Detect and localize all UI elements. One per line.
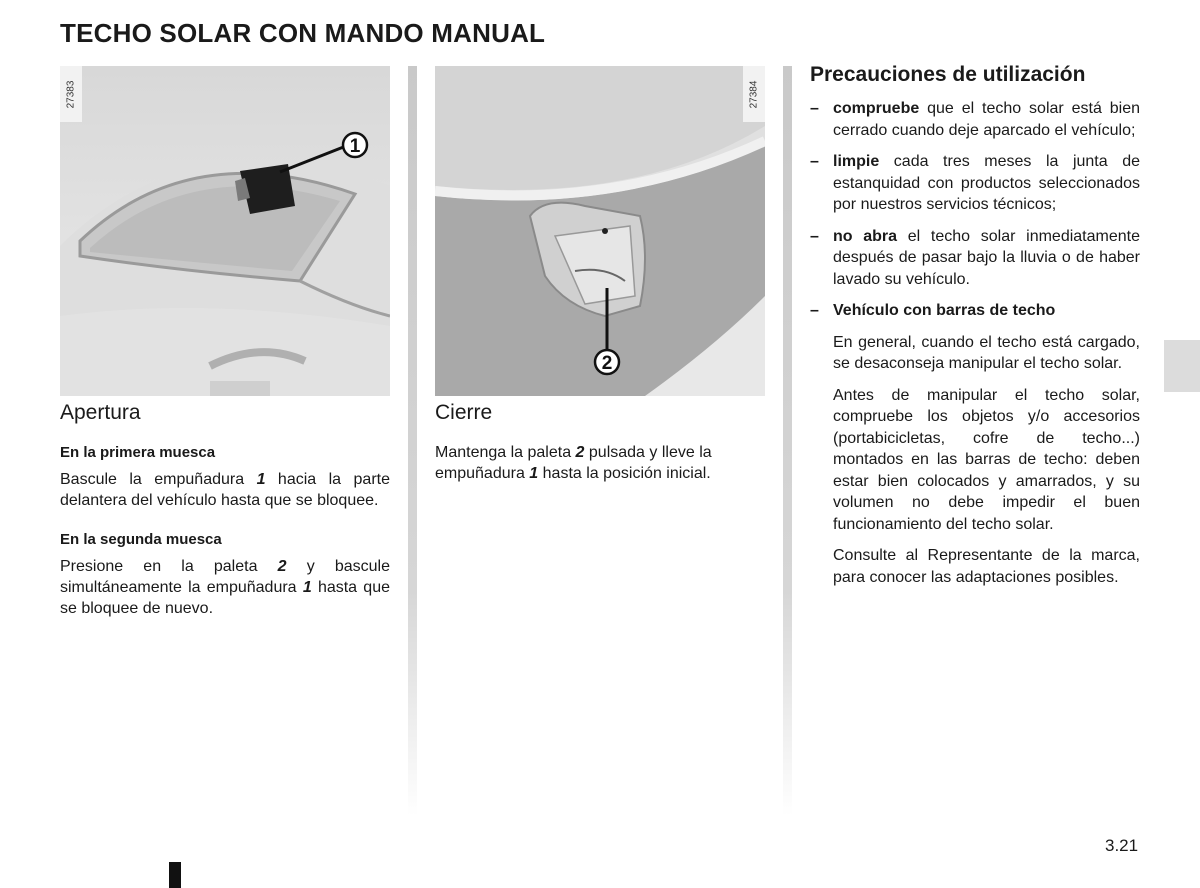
section-thumb-tab <box>1164 340 1200 392</box>
precautions-section <box>810 62 1140 598</box>
callout-1-label: 1 <box>349 136 361 157</box>
closing-heading: Cierre <box>435 401 493 424</box>
figure-closing-paddle <box>435 66 765 396</box>
roof-bars-paragraph: Consulte al Representante de la marca, para conocer las adaptaciones posibles. <box>833 547 1140 586</box>
roof-bars-paragraph: En general, cuando el techo está cargado, se desaconseja manipular el techo solar. <box>833 333 1140 372</box>
callout-2-label: 2 <box>601 353 613 374</box>
page-title: TECHO SOLAR CON MANDO MANUAL <box>60 18 546 48</box>
precaution-item: – no abra el techo solar inmediatamente después de pasar bajo la lluvia o de haber lavado su vehículo. <box>810 227 1140 288</box>
precautions-heading: Precauciones de utilización <box>810 63 1086 86</box>
first-notch-heading: En la primera muesca <box>60 444 216 461</box>
figure-code-middle: 27384 <box>743 66 765 122</box>
crop-mark <box>169 862 181 888</box>
roof-interior-illustration-left <box>60 66 390 396</box>
precaution-item: – limpie cada tres meses la junta de estanquidad con productos seleccionados por nuestros servicios técnicos; <box>810 153 1140 213</box>
precaution-item: – compruebe que el techo solar está bien cerrado cuando deje aparcado el vehículo; <box>810 100 1140 139</box>
second-notch-text: Presione en la paleta 2 y bascule simultáneamente la empuñadura 1 hasta que se bloquee de nuevo. <box>60 558 390 617</box>
closing-text: Mantenga la paleta 2 pulsada y lleve la empuñadura 1 hasta la posición inicial. <box>435 444 712 482</box>
roof-interior-illustration-middle <box>435 66 765 396</box>
roof-bars-paragraph: Antes de manipular el techo solar, compruebe los objetos y/o accesorios (portabicicletas, cofre de techo...) montados en las barras de techo: deben estar bien colocados y amarrados, y su volumen no debe impedir el buen funcionamiento del techo solar. <box>833 386 1140 533</box>
closing-section <box>435 400 765 496</box>
figure-code-left: 27383 <box>60 66 82 122</box>
opening-heading: Apertura <box>60 401 141 424</box>
figure-opening-handle <box>60 66 390 396</box>
opening-section <box>60 400 390 631</box>
precaution-item-roof-bars: – Vehículo con barras de techo <box>810 302 1056 319</box>
column-divider-right <box>783 66 792 816</box>
second-notch-heading: En la segunda muesca <box>60 531 222 548</box>
first-notch-text: Bascule la empuñadura 1 hacia la parte delantera del vehículo hasta que se bloquee. <box>60 471 390 509</box>
column-divider-left <box>408 66 417 816</box>
page-number: 3.21 <box>1105 836 1139 855</box>
